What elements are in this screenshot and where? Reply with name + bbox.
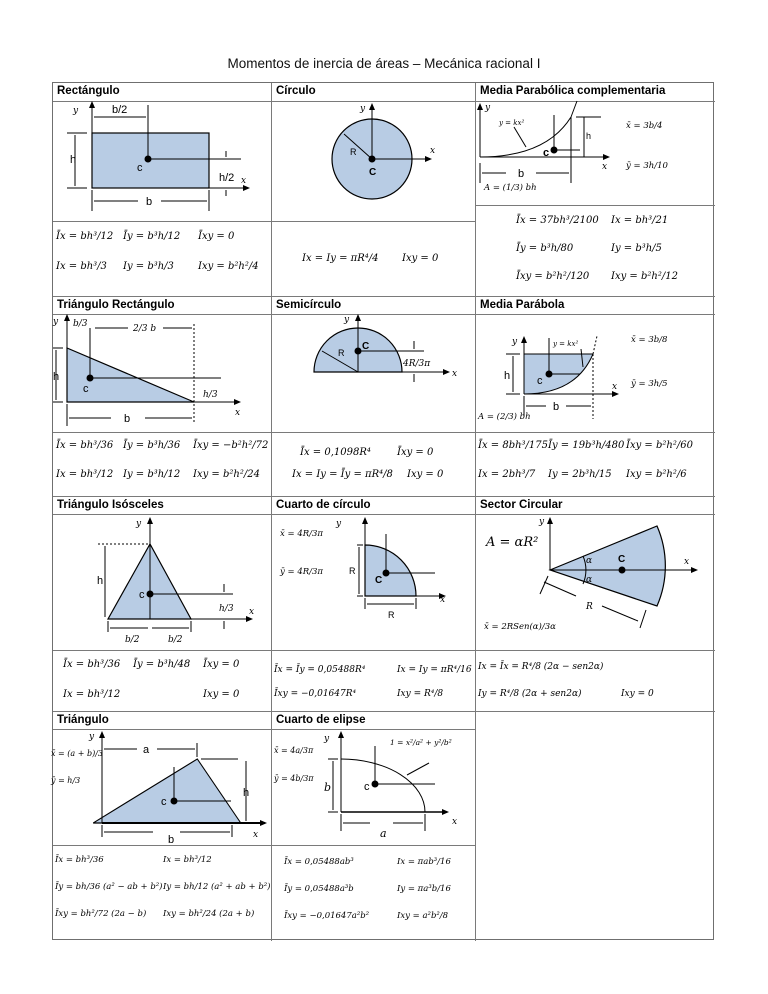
centroid-x: x̄ = 2RSen(α)/3α bbox=[484, 622, 556, 632]
formula: Ixy = b²h²/24 bbox=[193, 469, 260, 480]
cell-empty bbox=[476, 712, 715, 941]
formula: Īxy = bh²/72 (2a − b) bbox=[55, 909, 147, 919]
formula: Īy = b³h/48 bbox=[133, 659, 191, 670]
formula: Ixy = 0 bbox=[407, 469, 444, 480]
formula: Ix = 2bh³/7 bbox=[478, 469, 536, 480]
centroid-label: c bbox=[537, 375, 543, 387]
formula: Ixy = R⁴/8 bbox=[397, 689, 444, 699]
cell-title: Triángulo bbox=[57, 714, 109, 726]
formula: Ix = Iy = πR⁴/16 bbox=[397, 665, 472, 675]
formula: Ix = bh³/21 bbox=[611, 215, 669, 226]
formula: Īxy = b²h²/60 bbox=[626, 440, 693, 451]
formula: Īxy = b²h²/120 bbox=[516, 271, 590, 282]
b-label: b bbox=[324, 781, 332, 794]
formula: Īy = 19b³h/480 bbox=[548, 440, 625, 451]
x-axis-label: x bbox=[452, 817, 458, 827]
x-axis-label: x bbox=[430, 146, 436, 156]
formula: Iy = 2b³h/15 bbox=[548, 469, 612, 480]
formula: Īy = b³h/12 bbox=[123, 231, 181, 242]
cell-rectangulo bbox=[53, 83, 272, 297]
formula: Īy = bh/36 (a² − ab + b²) bbox=[55, 882, 163, 892]
formula: Īx = bh³/36 bbox=[56, 440, 114, 451]
y-axis-label: y bbox=[336, 519, 342, 529]
cell-title: Cuarto de círculo bbox=[276, 499, 371, 511]
x-axis-label: x bbox=[440, 595, 446, 605]
centroid-label: C bbox=[618, 554, 626, 565]
formula: Iy = bh/12 (a² + ab + b²) bbox=[163, 882, 271, 892]
centroid-label: C bbox=[369, 167, 377, 178]
formula: Īy = b³h/80 bbox=[516, 243, 574, 254]
formula: Īx = 0,1098R⁴ bbox=[300, 447, 371, 458]
formula: Īxy = 0 bbox=[397, 447, 434, 458]
x-axis-label: x bbox=[612, 382, 618, 392]
a-label: a bbox=[380, 827, 387, 840]
formula: Ix = bh³/3 bbox=[56, 261, 107, 272]
formula: Īy = 0,05488a³b bbox=[284, 884, 354, 894]
formula: Ixy = a²b²/8 bbox=[397, 911, 449, 921]
formula: Iy = πa³b/16 bbox=[397, 884, 451, 894]
offset-label: 4R/3π bbox=[403, 359, 431, 369]
b-third-label: b/3 bbox=[73, 319, 88, 329]
centroid-label: c bbox=[364, 781, 370, 793]
formula: Iy = b³h/3 bbox=[123, 261, 174, 272]
x-axis-label: x bbox=[253, 830, 259, 840]
b-half-right-label: b/2 bbox=[168, 635, 183, 645]
alpha-upper-label: α bbox=[586, 556, 593, 566]
b-label: b bbox=[553, 401, 560, 413]
area-formula: A = (2/3) bh bbox=[478, 412, 531, 422]
cell-title: Triángulo Isósceles bbox=[57, 499, 164, 511]
radius-label: R bbox=[338, 348, 345, 358]
x-axis-label: x bbox=[235, 408, 241, 418]
formula: Īxy = 0 bbox=[198, 231, 235, 242]
formula: Īy = b³h/36 bbox=[123, 440, 181, 451]
area-formula: A = αR² bbox=[486, 535, 539, 550]
x-axis-label: x bbox=[684, 557, 690, 567]
centroid-y: ȳ = 3h/10 bbox=[626, 161, 668, 171]
cell-title: Semicírculo bbox=[276, 299, 342, 311]
h-label: h bbox=[504, 370, 511, 382]
y-axis-label: y bbox=[136, 519, 142, 529]
formula: Īx = bh³/36 bbox=[63, 659, 121, 670]
centroid-y: ȳ = 3h/5 bbox=[631, 379, 668, 389]
alpha-lower-label: α bbox=[586, 575, 593, 585]
h-label: h bbox=[586, 131, 592, 141]
cell-triangulo-rectangulo bbox=[53, 297, 272, 497]
centroid-x: x̄ = 4a/3π bbox=[274, 746, 314, 755]
centroid-label: c bbox=[543, 147, 550, 159]
r-horizontal-label: R bbox=[388, 610, 395, 620]
formula: Īx = 37bh³/2100 bbox=[516, 215, 599, 226]
cell-semicirculo bbox=[272, 297, 476, 497]
h-label: h bbox=[97, 575, 104, 587]
cell-media-parabolica-complementaria bbox=[476, 83, 715, 297]
b-label: b bbox=[124, 413, 131, 425]
centroid-x: x̄ = (a + b)/3 bbox=[51, 749, 104, 758]
centroid-x: x̄ = 3b/4 bbox=[626, 121, 663, 131]
h-label: h bbox=[70, 154, 77, 166]
formula: Ixy = b²h²/6 bbox=[626, 469, 687, 480]
formula: Iy = b³h/12 bbox=[123, 469, 181, 480]
formula: Īx = Īy = 0,05488R⁴ bbox=[274, 665, 366, 675]
b-half-left-label: b/2 bbox=[125, 635, 140, 645]
cell-triangulo bbox=[53, 712, 272, 941]
b-label: b bbox=[146, 196, 153, 208]
cell-title: Rectángulo bbox=[57, 85, 120, 97]
formula: Ix = Īx = R⁴/8 (2α − sen2α) bbox=[478, 662, 604, 672]
formula: Ixy = bh²/24 (2a + b) bbox=[163, 909, 255, 919]
centroid-label: c bbox=[137, 162, 143, 174]
formula: Īxy = −0,01647R⁴ bbox=[274, 689, 357, 699]
cell-media-parabola bbox=[476, 297, 715, 497]
y-axis-label: y bbox=[360, 104, 366, 114]
formula: Iy = b³h/5 bbox=[611, 243, 662, 254]
h-third-label: h/3 bbox=[219, 604, 234, 614]
x-axis-label: x bbox=[241, 176, 247, 186]
cell-cuarto-de-elipse bbox=[272, 712, 476, 941]
centroid-x: x̄ = 4R/3π bbox=[280, 529, 323, 539]
two-thirds-b-label: 2/3 b bbox=[133, 324, 157, 334]
rectangle-diagram bbox=[53, 101, 272, 221]
radius-label: R bbox=[350, 147, 357, 157]
formula: Īxy = −b²h²/72 bbox=[193, 440, 269, 451]
area-formula: A = (1/3) bh bbox=[484, 183, 537, 193]
centroid-label: C bbox=[362, 341, 370, 352]
formula: Iy = R⁴/8 (2α + sen2α) bbox=[478, 689, 582, 699]
formula: Ixy = 0 bbox=[203, 689, 240, 700]
cell-title: Sector Circular bbox=[480, 499, 563, 511]
formula: Ixy = b²h²/4 bbox=[198, 261, 259, 272]
isosceles-triangle-diagram bbox=[53, 514, 272, 646]
y-axis-label: y bbox=[539, 517, 545, 527]
formula: Īx = bh³/12 bbox=[56, 231, 114, 242]
formula: Ixy = b²h²/12 bbox=[611, 271, 678, 282]
formula: Ix = πab³/16 bbox=[397, 857, 451, 867]
inertia-table bbox=[52, 82, 714, 940]
a-label: a bbox=[143, 744, 150, 756]
radius-label: R bbox=[586, 602, 593, 612]
formula: Ix = bh³/12 bbox=[56, 469, 114, 480]
cell-sector-circular bbox=[476, 497, 715, 712]
cell-triangulo-isosceles bbox=[53, 497, 272, 712]
centroid-label: c bbox=[161, 796, 167, 808]
h-label: h bbox=[53, 371, 60, 383]
x-axis-label: x bbox=[249, 607, 255, 617]
y-axis-label: y bbox=[89, 732, 95, 742]
y-axis-label: y bbox=[485, 103, 491, 113]
cell-title: Triángulo Rectángulo bbox=[57, 299, 175, 311]
circle-diagram bbox=[272, 101, 476, 221]
y-axis-label: y bbox=[512, 337, 518, 347]
half-parabola-diagram bbox=[476, 314, 715, 419]
r-vertical-label: R bbox=[349, 566, 356, 576]
formula: Īx = 8bh³/175 bbox=[478, 440, 548, 451]
centroid-label: c bbox=[83, 383, 89, 395]
cell-title: Media Parabólica complementaria bbox=[480, 85, 666, 97]
cell-circulo bbox=[272, 83, 476, 297]
ellipse-equation: 1 = x²/a² + y²/b² bbox=[390, 738, 452, 747]
semicircle-diagram bbox=[272, 314, 476, 432]
curve-label: y = kx² bbox=[499, 119, 525, 127]
formula: Īxy = 0 bbox=[203, 659, 240, 670]
x-axis-label: x bbox=[602, 162, 608, 172]
formula: Ix = bh³/12 bbox=[63, 689, 121, 700]
centroid-label: C bbox=[375, 575, 383, 586]
y-axis-label: y bbox=[73, 106, 79, 116]
formula: Ixy = 0 bbox=[621, 689, 654, 699]
b-label: b bbox=[518, 168, 525, 180]
formula: Ixy = 0 bbox=[402, 253, 439, 264]
cell-title: Media Parábola bbox=[480, 299, 565, 311]
curve-label: y = kx² bbox=[553, 340, 579, 348]
document-title: Momentos de inercia de áreas – Mecánica racional I bbox=[227, 56, 541, 71]
y-axis-label: y bbox=[324, 734, 330, 744]
x-axis-label: x bbox=[452, 369, 458, 379]
triangle-diagram bbox=[53, 729, 272, 844]
centroid-x: x̄ = 3b/8 bbox=[631, 335, 668, 345]
y-axis-label: y bbox=[344, 315, 350, 325]
centroid-label: c bbox=[139, 589, 145, 601]
formula: Īxy = −0,01647a²b² bbox=[284, 911, 370, 921]
formula: Ix = Iy = Īy = πR⁴/8 bbox=[292, 469, 393, 480]
formula: Īx = bh³/36 bbox=[55, 855, 104, 865]
cell-cuarto-de-circulo bbox=[272, 497, 476, 712]
centroid-y: ȳ = 4R/3π bbox=[280, 567, 323, 577]
y-axis-label: y bbox=[53, 317, 59, 327]
b-half-label: b/2 bbox=[112, 104, 128, 116]
cell-title: Cuarto de elipse bbox=[276, 714, 366, 726]
formula: Īx = 0,05488ab³ bbox=[284, 857, 354, 867]
centroid-y: ȳ = h/3 bbox=[51, 776, 81, 785]
h-half-label: h/2 bbox=[219, 172, 235, 184]
h-third-label: h/3 bbox=[203, 390, 218, 400]
formula: Ix = bh³/12 bbox=[163, 855, 212, 865]
h-label: h bbox=[243, 787, 250, 799]
right-triangle-diagram bbox=[53, 314, 272, 432]
cell-title: Círculo bbox=[276, 85, 316, 97]
b-label: b bbox=[168, 834, 175, 846]
formula: Ix = Iy = πR⁴/4 bbox=[302, 253, 379, 264]
centroid-y: ȳ = 4b/3π bbox=[274, 774, 314, 783]
